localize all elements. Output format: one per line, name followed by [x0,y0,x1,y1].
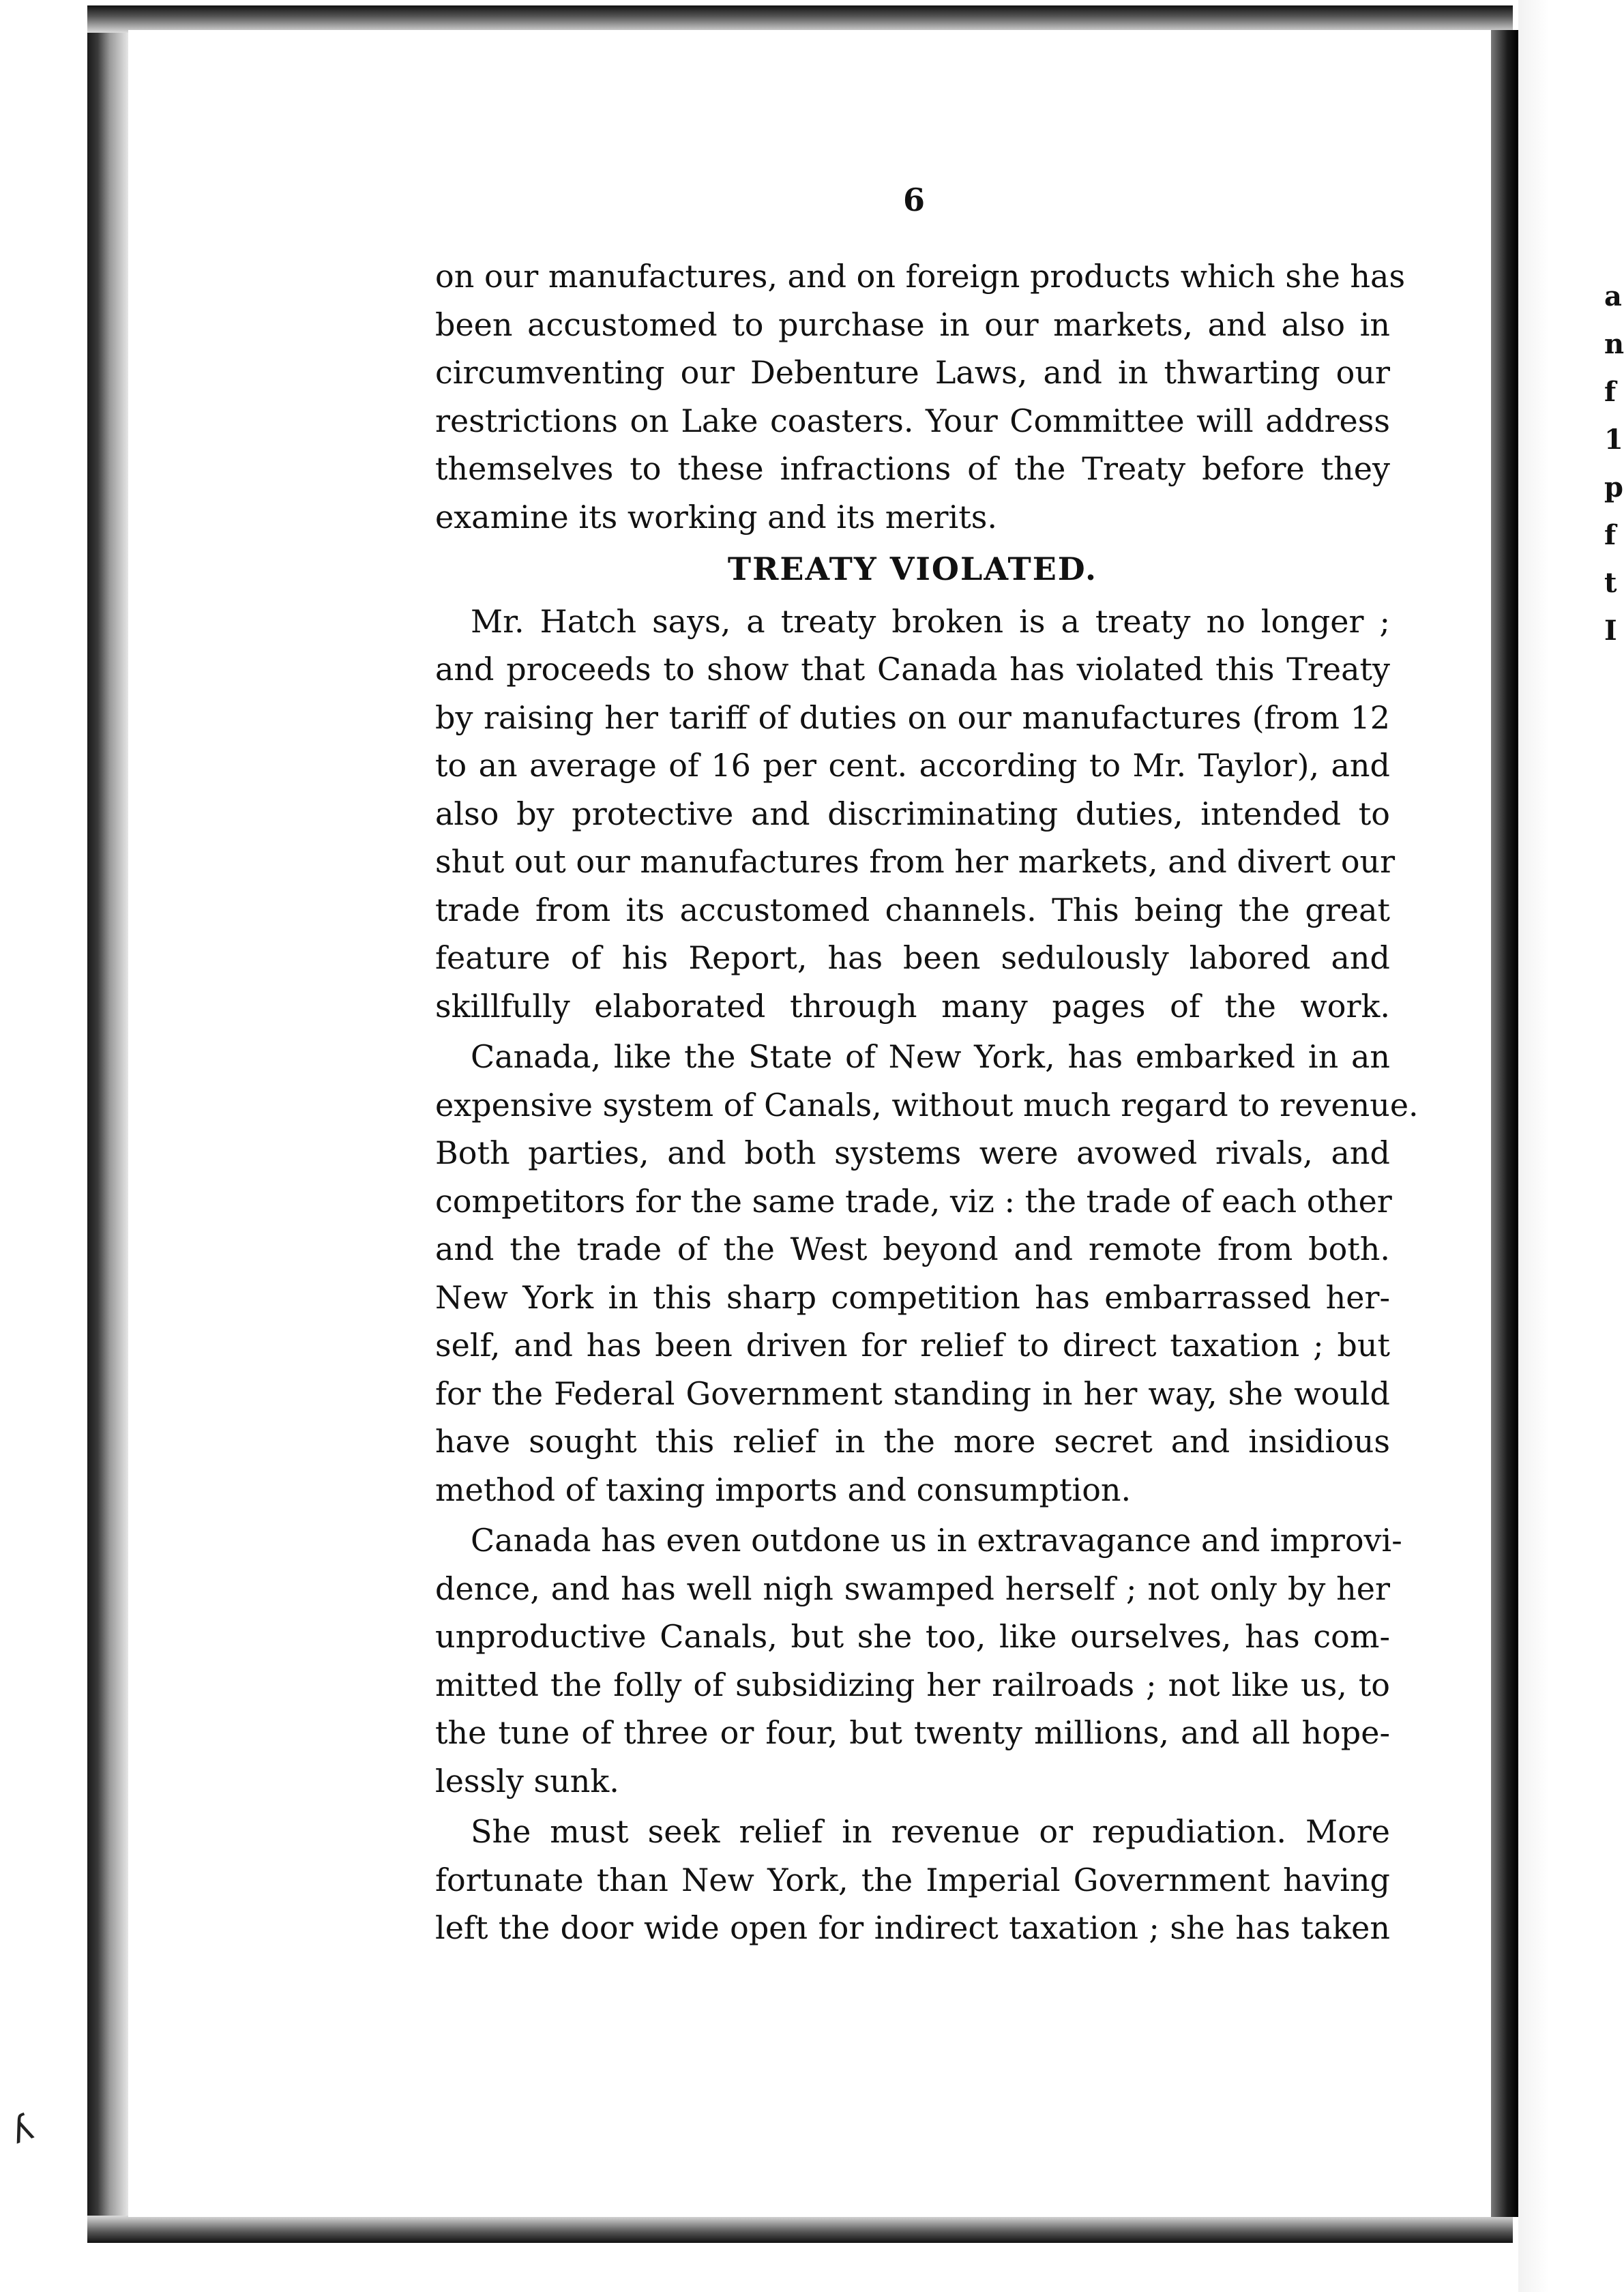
text-line: fortunate than New York, the Imperial Government having [435,1861,1390,1898]
page-number: 6 [902,181,925,218]
text-line: restrictions on Lake coasters. Your Committee will address [435,402,1390,439]
text-line: dence, and has well nigh swamped herself ; not only by her [435,1570,1390,1607]
facing-letter: f [1604,376,1616,408]
intro-paragraph [435,252,1406,541]
text-line: have sought this relief in the more secret and insidious [435,1423,1390,1460]
text-line: for the Federal Government standing in her way, she would [435,1375,1390,1412]
text-line: She must seek relief in revenue or repudiation. More [471,1813,1390,1850]
text-line: to an average of 16 per cent. according to Mr. Taylor), and [435,747,1390,784]
book-left-edge [87,5,128,2229]
text-line: left the door wide open for indirect taxation ; she has taken [435,1909,1390,1946]
text-line: Mr. Hatch says, a treaty broken is a treaty no longer ; [471,602,1390,640]
book-top-edge [87,5,1513,33]
facing-letter: a [1604,280,1622,312]
paragraph-1 [435,598,1396,1031]
paragraph-3 [435,1516,1402,1805]
text-line: skillfully elaborated through many pages of the work. [435,987,1390,1025]
paragraph-2 [435,1033,1419,1514]
book-bottom-edge [87,2216,1513,2243]
text-line: by raising her tariff of duties on our manufactures (from 12 [435,699,1390,736]
text-line: examine its working and its merits. [435,498,997,535]
text-line: mitted the folly of subsidizing her railroads ; not like us, to [435,1666,1390,1703]
text-line: shut out our manufactures from her markets, and divert our [435,843,1396,880]
text-line: expensive system of Canals, without much regard to revenue. [435,1086,1419,1123]
facing-letter: f [1604,519,1616,551]
text-line: trade from its accustomed channels. This being the great [435,891,1390,928]
text-line: Canada, like the State of New York, has embarked in an [471,1038,1390,1075]
facing-letter: n [1604,328,1624,360]
text-line: and proceeds to show that Canada has violated this Treaty [435,651,1390,688]
facing-letter: 1 [1604,424,1623,456]
text-line: Both parties, and both systems were avowed rivals, and [435,1134,1390,1171]
paragraph-4 [435,1808,1390,1952]
text-line: the tune of three or four, but twenty millions, and all hope- [435,1714,1390,1751]
text-line: method of taxing imports and consumption. [435,1471,1132,1508]
gutter-shadow [1491,30,1518,2217]
text-line: lessly sunk. [435,1762,619,1799]
facing-letter: t [1604,567,1617,599]
text-line: also by protective and discriminating duties, intended to [435,795,1390,832]
facing-page-letters [1604,273,1624,655]
scan-artifact-mark: ʎ [5,2106,39,2153]
text-line: New York in this sharp competition has embarrassed her- [435,1278,1390,1316]
text-line: Canada has even outdone us in extravagance and improvi- [471,1522,1402,1559]
text-line: unproductive Canals, but she too, like ourselves, has com- [435,1618,1390,1655]
text-line: competitors for the same trade, viz : the trade of each other [435,1182,1392,1220]
facing-letter: I [1604,615,1617,647]
facing-letter: p [1604,471,1623,503]
text-line: feature of his Report, has been sedulously labored and [435,939,1390,976]
text-line: self, and has been driven for relief to direct taxation ; but [435,1327,1390,1364]
text-line: themselves to these infractions of the Treaty before they [435,450,1390,487]
text-line: on our manufactures, and on foreign products which she has [435,258,1406,295]
text-line: and the trade of the West beyond and remote from both. [435,1231,1390,1267]
section-heading: TREATY VIOLATED. [727,550,1098,587]
body-text [435,252,1419,1952]
text-line: circumventing our Debenture Laws, and in thwarting our [435,354,1390,391]
text-line: been accustomed to purchase in our markets, and also in [435,306,1390,343]
